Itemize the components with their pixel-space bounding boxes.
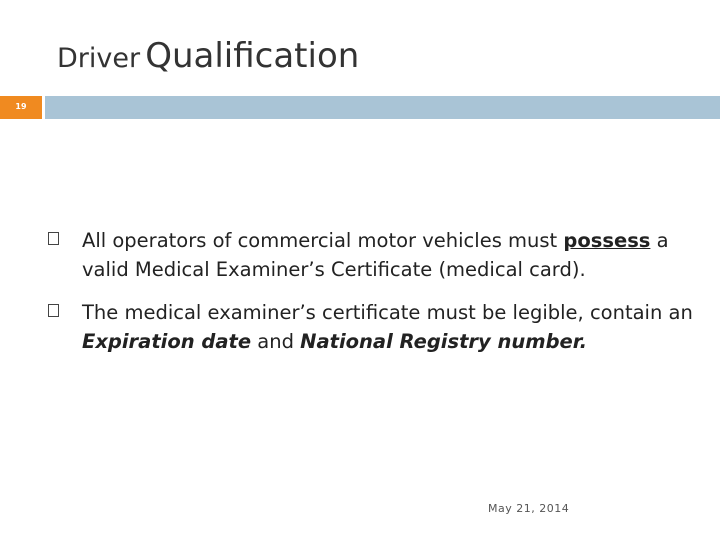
bullet-emphasis-expiration: Expiration date <box>82 330 252 353</box>
bullet-text <box>82 226 708 284</box>
slide-number: 19 <box>15 102 27 111</box>
bullet-text-segment: The medical examiner’s certificate must be legible, contain an <box>82 301 693 324</box>
bullet-text-segment: a valid Medical Examiner’s Certificate (medical card). <box>82 229 669 281</box>
bullet-text <box>82 298 708 356</box>
checkbox-bullet-icon <box>48 304 59 317</box>
bullet-emphasis-registry: National Registry number. <box>300 330 588 353</box>
bullet-text-segment: All operators of commercial motor vehicles must <box>82 229 564 252</box>
slide-date: May 21, 2014 <box>488 502 570 515</box>
bullet-item <box>48 298 708 356</box>
slide-number-bar <box>0 96 42 119</box>
checkbox-bullet-icon <box>48 232 59 245</box>
bullet-emphasis-underline: possess <box>563 229 651 252</box>
bullet-text-segment: and <box>251 330 301 353</box>
slide-title <box>57 36 359 76</box>
title-part-1: Driver <box>57 43 141 74</box>
header-rule <box>45 96 720 119</box>
title-part-2: Qualification <box>145 36 360 76</box>
bullet-item <box>48 226 708 284</box>
bullet-list <box>48 226 708 370</box>
